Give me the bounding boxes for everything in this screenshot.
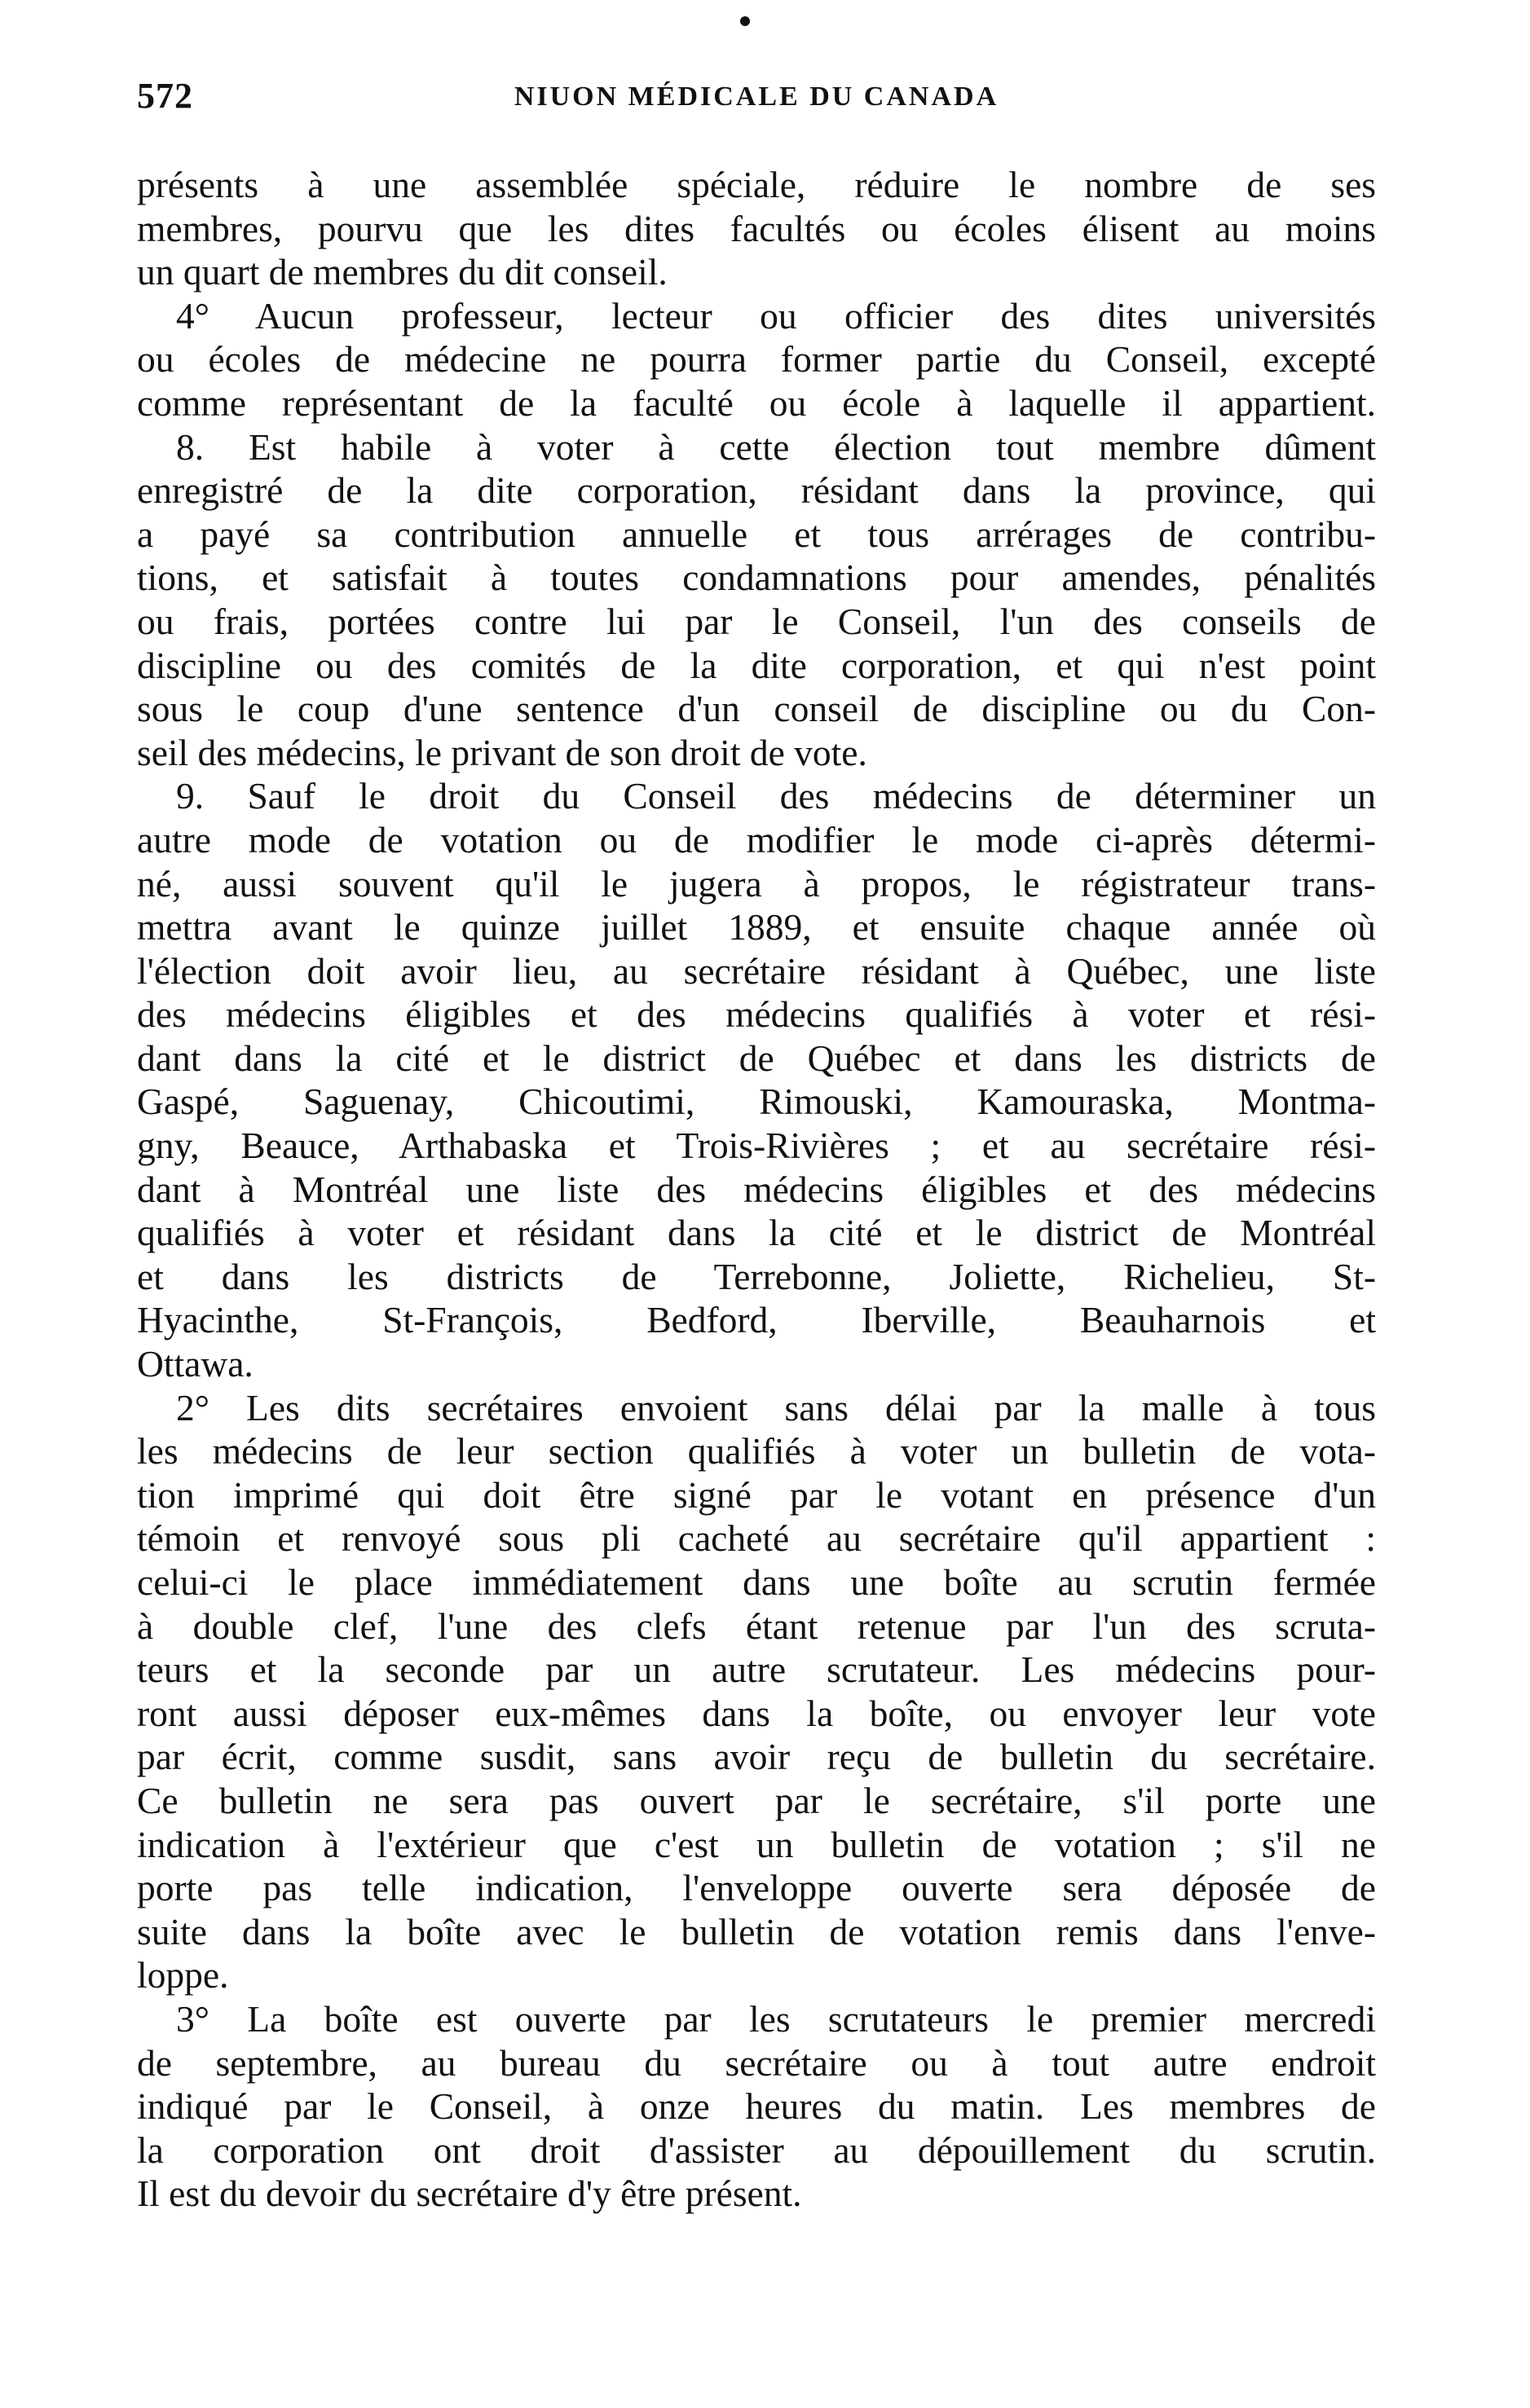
paragraph-item-4 (137, 294, 1376, 425)
text-line: sous le coup d'une sentence d'un conseil de discipline ou du Con- (137, 688, 1376, 730)
text-line: Gaspé, Saguenay, Chicoutimi, Rimouski, Kamouraska, Montma- (137, 1081, 1376, 1123)
paragraph-continuation (137, 163, 1376, 294)
text-line: les médecins de leur section qualifiés à voter un bulletin de vota- (137, 1430, 1376, 1473)
text-line: Ottawa. (137, 1343, 254, 1385)
text-line: ront aussi déposer eux-mêmes dans la boîte, ou envoyer leur vote (137, 1692, 1376, 1734)
page-number: 572 (137, 76, 193, 116)
text-line: autre mode de votation ou de modifier le mode ci-après détermi- (137, 818, 1376, 861)
paragraph-section-8 (137, 425, 1376, 775)
body-text (137, 163, 1376, 2216)
text-line: 3° La boîte est ouverte par les scrutateurs le premier mercredi (176, 1997, 1376, 2040)
text-line: Il est du devoir du secrétaire d'y être présent. (137, 2172, 802, 2215)
text-line: membres, pourvu que les dites facultés ou écoles élisent au moins (137, 207, 1376, 249)
ink-dot-mark (740, 16, 750, 26)
page-header (137, 75, 1376, 124)
text-line: 8. Est habile à voter à cette élection tout membre dûment (176, 425, 1376, 468)
text-line: Ce bulletin ne sera pas ouvert par le secrétaire, s'il porte une (137, 1779, 1376, 1821)
text-line: seil des médecins, le privant de son droit de vote. (137, 731, 867, 773)
text-line: comme représentant de la faculté ou école à laquelle il appartient. (137, 381, 1376, 424)
text-line: à double clef, l'une des clefs étant retenue par l'un des scruta- (137, 1605, 1376, 1647)
text-line: ou frais, portées contre lui par le Conseil, l'un des conseils de (137, 600, 1376, 642)
text-line: l'élection doit avoir lieu, au secrétaire résidant à Québec, une liste (137, 949, 1376, 992)
text-line: 2° Les dits secrétaires envoient sans délai par la malle à tous (176, 1386, 1376, 1429)
text-line: loppe. (137, 1954, 229, 1996)
text-line: 4° Aucun professeur, lecteur ou officier des dites universités (176, 294, 1376, 337)
text-line: un quart de membres du dit conseil. (137, 251, 668, 293)
text-line: suite dans la boîte avec le bulletin de votation remis dans l'enve- (137, 1910, 1376, 1952)
text-line: né, aussi souvent qu'il le jugera à propos, le régistrateur trans- (137, 862, 1376, 905)
paragraph-item-2 (137, 1386, 1376, 1997)
text-line: indiqué par le Conseil, à onze heures du matin. Les membres de (137, 2085, 1376, 2128)
running-title: NIUON MÉDICALE DU CANADA (514, 81, 999, 112)
paragraph-section-9 (137, 774, 1376, 1385)
text-line: et dans les districts de Terrebonne, Joliette, Richelieu, St- (137, 1255, 1376, 1297)
text-line: a payé sa contribution annuelle et tous arrérages de contribu- (137, 513, 1376, 555)
text-line: indication à l'extérieur que c'est un bulletin de votation ; s'il ne (137, 1823, 1376, 1865)
text-line: gny, Beauce, Arthabaska et Trois-Rivières ; et au secrétaire rési- (137, 1125, 1376, 1167)
text-line: dant à Montréal une liste des médecins éligibles et des médecins (137, 1168, 1376, 1210)
text-line: ou écoles de médecine ne pourra former partie du Conseil, excepté (137, 338, 1376, 381)
text-line: tion imprimé qui doit être signé par le votant en présence d'un (137, 1473, 1376, 1516)
text-line: mettra avant le quinze juillet 1889, et ensuite chaque année où (137, 906, 1376, 949)
text-line: porte pas telle indication, l'enveloppe ouverte sera déposée de (137, 1867, 1376, 1909)
text-line: enregistré de la dite corporation, résidant dans la province, qui (137, 469, 1376, 512)
text-line: qualifiés à voter et résidant dans la cité et le district de Montréal (137, 1212, 1376, 1254)
text-line: présents à une assemblée spéciale, réduire le nombre de ses (137, 164, 1376, 205)
text-line: 9. Sauf le droit du Conseil des médecins de déterminer un (176, 775, 1376, 817)
paragraph-item-3 (137, 1997, 1376, 2216)
text-line: discipline ou des comités de la dite corporation, et qui n'est point (137, 644, 1376, 686)
text-line: teurs et la seconde par un autre scrutateur. Les médecins pour- (137, 1649, 1376, 1691)
text-line: de septembre, au bureau du secrétaire ou à tout autre endroit (137, 2041, 1376, 2084)
text-line: celui-ci le place immédiatement dans une boîte au scrutin fermée (137, 1561, 1376, 1603)
text-line: Hyacinthe, St-François, Bedford, Iberville, Beauharnois et (137, 1299, 1376, 1341)
text-line: la corporation ont droit d'assister au dépouillement du scrutin. (137, 2128, 1376, 2171)
text-line: témoin et renvoyé sous pli cacheté au secrétaire qu'il appartient : (137, 1517, 1376, 1560)
text-line: dant dans la cité et le district de Québec et dans les districts de (137, 1037, 1376, 1079)
text-line: par écrit, comme susdit, sans avoir reçu de bulletin du secrétaire. (137, 1736, 1376, 1778)
text-line: des médecins éligibles et des médecins qualifiés à voter et rési- (137, 993, 1376, 1036)
text-line: tions, et satisfait à toutes condamnations pour amendes, pénalités (137, 557, 1376, 599)
